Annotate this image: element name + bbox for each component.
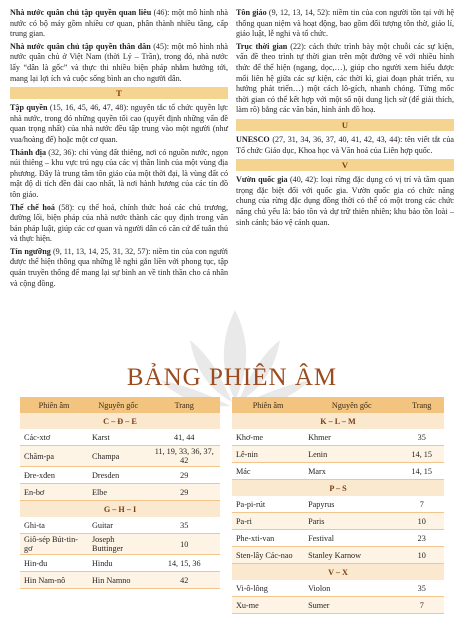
letter-heading-u: U [236, 119, 454, 131]
cell-phien-am: En-bơ [20, 484, 88, 501]
header-nguyen-goc: Nguyên gốc [88, 397, 148, 413]
cell-phien-am: Giô-sép Bút-tin-gơ [20, 534, 88, 555]
header-phien-am: Phiên âm [232, 397, 304, 413]
glossary-definition: (9, 11, 13, 14, 25, 31, 32, 57): niềm tin của con người được thể hiện thông qua những lễ nghi gắn liền với phong tục, tập quán truyền thống để mang lại sự bình an về tinh thần cho cá nhân và cộng đồng. [10, 246, 228, 288]
table-row [232, 547, 444, 564]
cell-trang: 35 [399, 580, 444, 597]
cell-phien-am: Pa-pi-rút [232, 496, 304, 513]
cell-nguyen-goc: Lenin [304, 446, 399, 463]
glossary-entry [10, 148, 228, 201]
group-row [20, 501, 220, 518]
glossary-term: Tín ngưỡng [10, 246, 51, 256]
section-title: BẢNG PHIÊN ÂM [126, 364, 338, 391]
glossary-entry [10, 8, 228, 40]
table-row [20, 555, 220, 572]
table-row [20, 467, 220, 484]
table-row [20, 446, 220, 467]
glossary-entry [236, 135, 454, 156]
table-row [20, 517, 220, 534]
group-label: V – X [232, 564, 444, 581]
table-row [232, 446, 444, 463]
cell-phien-am: Khơ-me [232, 429, 304, 446]
transliteration-table-left [20, 397, 220, 589]
glossary-definition: (27, 31, 34, 36, 37, 40, 41, 42, 43, 44): tên viết tắt của Tổ chức Giáo dục, Khoa học và Văn hoá của Liên hợp quốc. [236, 134, 454, 155]
cell-phien-am: Xu-me [232, 597, 304, 614]
cell-phien-am: Phe-xti-van [232, 530, 304, 547]
cell-trang: 10 [148, 534, 220, 555]
table-row [20, 534, 220, 555]
cell-nguyen-goc: Marx [304, 463, 399, 480]
glossary-term: Trục thời gian [236, 41, 288, 51]
cell-nguyen-goc: Elbe [88, 484, 148, 501]
header-trang: Trang [399, 397, 444, 413]
glossary-term: Vườn quốc gia [236, 175, 288, 185]
cell-trang: 7 [399, 597, 444, 614]
group-label: P – S [232, 480, 444, 497]
glossary-entry [236, 8, 454, 40]
cell-nguyen-goc: Festival [304, 530, 399, 547]
cell-trang: 10 [399, 513, 444, 530]
glossary-definition: (58): cụ thể hoá, chính thức hoá các chủ trương, đường lối, biện pháp của nhà nước thành các quy định trong văn bản pháp luật, giúp các cơ quan và người dân có căn cứ để tuân thủ và thực hiện. [10, 202, 228, 244]
glossary-definition: (46): một mô hình nhà nước có bộ máy gồm nhiều cơ quan, phân thành nhiều tầng, cấp trung gian. [10, 8, 229, 39]
cell-nguyen-goc: Hindu [88, 555, 148, 572]
glossary-term: Thể chế hoá [10, 202, 55, 212]
cell-phien-am: Hin-đu [20, 555, 88, 572]
table-header-row [20, 397, 220, 413]
cell-phien-am: Chăm-pa [20, 446, 88, 467]
table-row [232, 580, 444, 597]
group-row [232, 564, 444, 581]
letter-heading-t: T [10, 87, 228, 99]
table-row [20, 484, 220, 501]
header-phien-am: Phiên âm [20, 397, 88, 413]
cell-nguyen-goc: Khmer [304, 429, 399, 446]
right-text-column [236, 8, 454, 230]
cell-trang: 11, 19, 33, 36, 37, 42 [148, 446, 220, 467]
cell-nguyen-goc: Papyrus [304, 496, 399, 513]
cell-nguyen-goc: Sumer [304, 597, 399, 614]
table-header-row [232, 397, 444, 413]
group-label: C – Đ – E [20, 413, 220, 429]
cell-trang: 35 [148, 517, 220, 534]
cell-trang: 14, 15, 36 [148, 555, 220, 572]
table-row [232, 597, 444, 614]
header-trang: Trang [148, 397, 220, 413]
table-row [232, 463, 444, 480]
glossary-definition: (22): cách thức trình bày một chuỗi các sự kiện, vấn đề theo trình tự thời gian trên một đường vẽ với nhiều hình thức để thể hiện (ngang, dọc,…), giúp cho người xem hiểu được mối liên hệ giữa các sự kiện, các thời kì, giai đoạn phát triển, xu hướng phát triển…) một cách lô-gích, nhanh chóng. Từng mốc thời gian có thể kết hợp với một số nội dung lịch sử (để giải thích, làm rõ) bằng các văn bản, hình ảnh đồ hoạ. [236, 41, 454, 115]
cell-phien-am: Pa-ri [232, 513, 304, 530]
glossary-entry [10, 203, 228, 245]
header-nguyen-goc: Nguyên gốc [304, 397, 399, 413]
glossary-definition: (45): một mô hình nhà nước quân chủ ở Việt Nam (thời Lý – Trần), trong đó, nhà nước lấy “dân là gốc” và thực thi nhiều biện pháp nhằm hướng tới, mang lại lợi ích và cuộc sống bình an cho người dân. [10, 41, 228, 83]
cell-phien-am: Mác [232, 463, 304, 480]
cell-nguyen-goc: Hin Namno [88, 572, 148, 589]
glossary-term: Tôn giáo [236, 8, 267, 17]
table-row [232, 496, 444, 513]
glossary-entry [236, 42, 454, 116]
cell-phien-am: Các-xtơ [20, 429, 88, 446]
left-text-column [10, 8, 228, 291]
glossary-definition: (32, 36): chỉ vùng đất thiêng, nơi có nguồn nước, ngọn núi thiêng – khu vực trú ngụ của các vị thần linh của một vùng địa phương. Đây là trung tâm tôn giáo của một thời đại, là vùng đất có mật độ di tích đền đài cao nhất, là nơi hành hương của các tín đồ tôn giáo. [10, 147, 228, 199]
table-row [20, 572, 220, 589]
cell-nguyen-goc: Guitar [88, 517, 148, 534]
cell-nguyen-goc: Paris [304, 513, 399, 530]
cell-trang: 29 [148, 467, 220, 484]
table-row [20, 429, 220, 446]
cell-trang: 42 [148, 572, 220, 589]
cell-nguyen-goc: Karst [88, 429, 148, 446]
glossary-term: Thánh địa [10, 147, 47, 157]
cell-trang: 23 [399, 530, 444, 547]
glossary-term: UNESCO [236, 134, 270, 144]
cell-nguyen-goc: Dresden [88, 467, 148, 484]
cell-phien-am: Hin Nam-nô [20, 572, 88, 589]
cell-phien-am: Đre-xđen [20, 467, 88, 484]
cell-trang: 14, 15 [399, 463, 444, 480]
glossary-definition: (40, 42): loại rừng đặc dụng có vị trí và tầm quan trọng đặc biệt đối với quốc gia. Vườn quốc gia có chức năng chung của rừng đặc dụng đồng thời có thể có một trong các chức năng chủ yếu là: bảo tồn và dự trữ thiên nhiên; khu bảo tồn loài – sinh cảnh; bảo vệ cảnh quan. [236, 175, 455, 227]
glossary-term: Nhà nước quân chủ tập quyền quan liêu [10, 8, 152, 17]
glossary-definition: (15, 16, 45, 46, 47, 48): nguyên tắc tổ chức quyền lực nhà nước, trong đó những quyền tối cao (quyết định những vấn đề quan trọng nhất) của nhà nước đều tập trung vào một người (như vua/hoàng đế) hoặc một cơ quan. [10, 103, 228, 144]
cell-trang: 35 [399, 429, 444, 446]
table-row [232, 513, 444, 530]
glossary-entry [236, 175, 454, 228]
cell-nguyen-goc: Champa [88, 446, 148, 467]
glossary-term: Tập quyền [10, 103, 48, 113]
group-label: K – L – M [232, 413, 444, 429]
group-row [20, 413, 220, 429]
glossary-entry [10, 247, 228, 289]
cell-phien-am: Ghi-ta [20, 517, 88, 534]
group-row [232, 480, 444, 497]
letter-heading-v: V [236, 159, 454, 171]
glossary-entry [10, 42, 228, 84]
cell-phien-am: Vi-ô-lông [232, 580, 304, 597]
cell-nguyen-goc: Violon [304, 580, 399, 597]
cell-trang: 14, 15 [399, 446, 444, 463]
cell-trang: 10 [399, 547, 444, 564]
transliteration-table-right [232, 397, 444, 614]
glossary-entry [10, 103, 228, 145]
cell-trang: 7 [399, 496, 444, 513]
table-row [232, 530, 444, 547]
group-row [232, 413, 444, 429]
cell-trang: 29 [148, 484, 220, 501]
cell-trang: 41, 44 [148, 429, 220, 446]
glossary-term: Nhà nước quân chủ tập quyền thân dân [10, 41, 151, 51]
glossary-definition: (9, 12, 13, 14, 52): niềm tin của con người tồn tại với hệ thống quan niệm và hoạt động, bao gồm đối tượng tôn thờ, giáo lí, giáo luật, lễ nghi và tổ chức. [236, 8, 454, 39]
cell-phien-am: Lê-nin [232, 446, 304, 463]
cell-nguyen-goc: Joseph Buttinger [88, 534, 148, 555]
table-row [232, 429, 444, 446]
cell-phien-am: Sten-lây Các-nao [232, 547, 304, 564]
cell-nguyen-goc: Stanley Karnow [304, 547, 399, 564]
group-label: G – H – I [20, 501, 220, 518]
